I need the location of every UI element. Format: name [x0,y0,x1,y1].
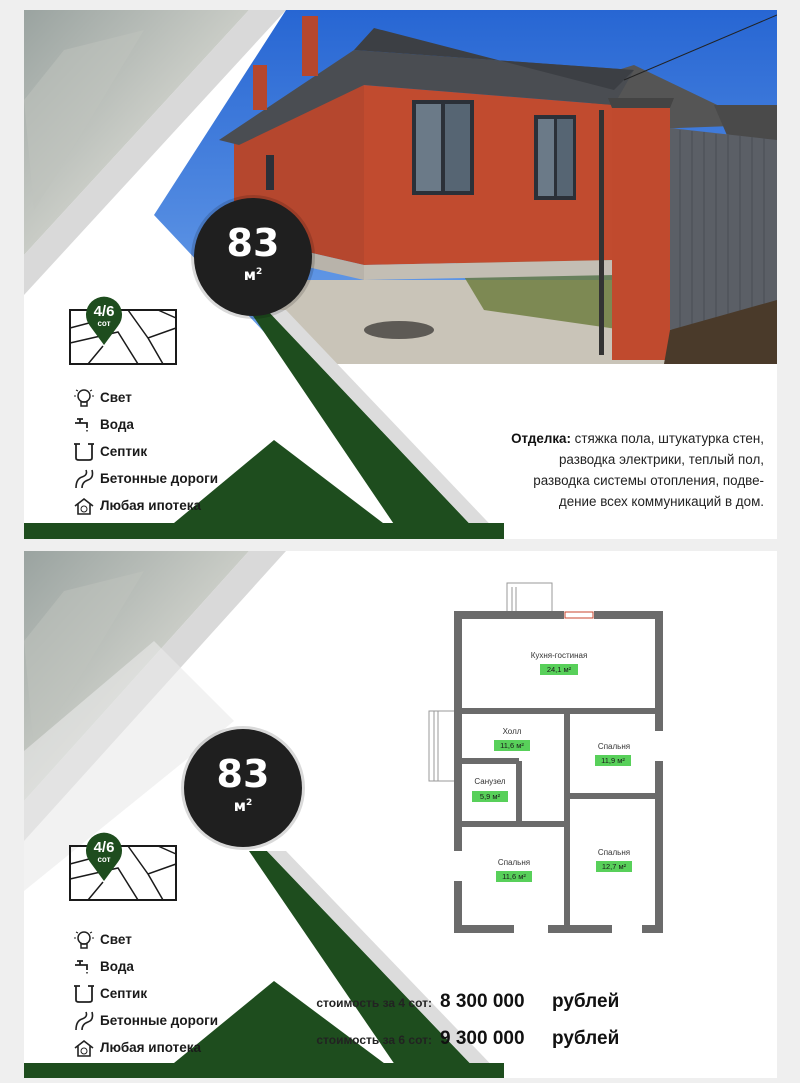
feature-item: Свет [72,384,218,411]
feature-item: Любая ипотека [72,1034,218,1061]
feature-item: Вода [72,411,218,438]
plot-map-icon [68,298,180,378]
septic-icon [72,984,96,1004]
road-icon [72,469,96,489]
room-name: Кухня-гостиная [530,651,588,660]
price-currency: рублей [552,991,620,1012]
price-value: 8 300 000 [440,991,525,1012]
room-area: 11,6 м² [502,872,526,881]
room-name: Спальня [597,742,631,751]
area-badge [184,729,302,847]
feature-list [72,926,218,1061]
price-row-4 [304,991,619,1013]
area-badge [194,198,312,316]
price-row-6 [304,1028,619,1050]
price-value: 9 300 000 [440,1028,525,1049]
house-money-icon [72,496,96,516]
room-name: Санузел [474,777,506,786]
room-name: Спальня [597,848,631,857]
finish-description: Отделка: стяжка пола, штукатурка стен, разводка электрики, теплый пол, разводка системы отопления, подве- дение всех коммуникаций в дом. [511,431,764,509]
feature-item: Свет [72,926,218,953]
price-label: стоимость за 6 сот: [316,1033,432,1047]
septic-icon [72,442,96,462]
area-unit: $м^2$ [233,797,253,815]
plot-map-icon [68,834,180,914]
room-area: 24,1 м² [546,665,572,674]
house-money-icon [72,1038,96,1058]
plot-size-label: 4/6 сот [93,303,115,328]
area-value: 83 [216,752,270,796]
feature-item: Бетонные дороги [72,1007,218,1034]
area-value: 83 [226,221,280,265]
feature-item: Вода [72,953,218,980]
listing-card-photo [24,10,777,539]
floor-plan [424,581,694,936]
room-name: Холл [502,727,522,736]
feature-item: Септик [72,438,218,465]
road-icon [72,1011,96,1031]
faucet-icon [72,415,96,435]
feature-item: Любая ипотека [72,492,218,519]
listing-card-floorplan [24,551,777,1078]
plot-size-label: 4/6 сот [93,839,115,864]
lightbulb-icon [72,930,96,950]
room-area: 5,9 м² [479,792,501,801]
finish-label: Отделка: [511,431,571,446]
price-currency: рублей [552,1028,620,1049]
room-area: 11,6 м² [500,741,524,750]
faucet-icon [72,957,96,977]
area-unit: $м^2$ [243,266,263,284]
room-area: 11,9 м² [601,756,625,765]
feature-list [72,384,218,519]
feature-item: Септик [72,980,218,1007]
room-area: 12,7 м² [601,862,627,871]
price-label: стоимость за 4 сот: [316,996,432,1010]
feature-item: Бетонные дороги [72,465,218,492]
lightbulb-icon [72,388,96,408]
room-name: Спальня [497,858,531,867]
